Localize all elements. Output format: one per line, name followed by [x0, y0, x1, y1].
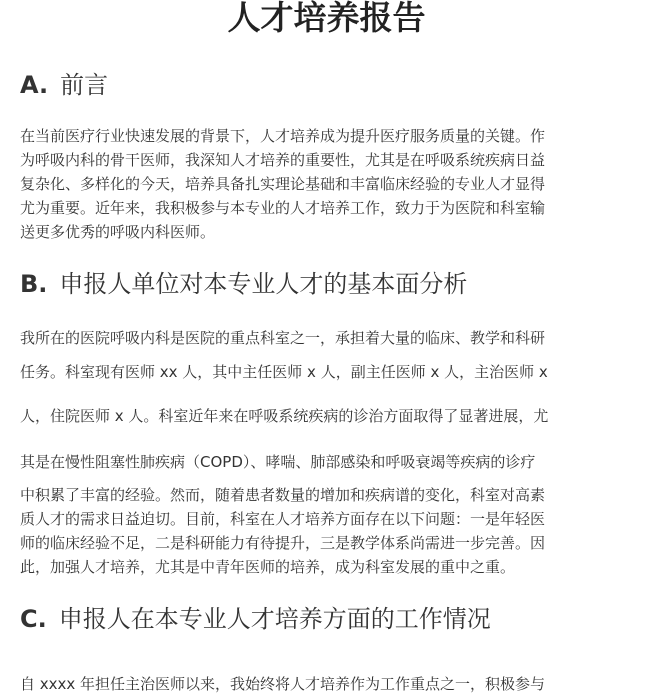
section-title: 前言	[60, 71, 109, 99]
paragraph-line: 其是在慢性阻塞性肺疾病（COPD）、哮喘、肺部感染和呼吸衰竭等疾病的诊疗	[20, 453, 536, 471]
section-heading-a	[20, 69, 108, 101]
paragraph-line: 自 xxxx 年担任主治医师以来，我始终将人才培养作为工作重点之一，积极参与	[20, 675, 546, 693]
section-heading-c	[20, 603, 491, 635]
section-title: 申报人单位对本专业人才的基本面分析	[59, 270, 468, 298]
section-letter: C.	[20, 605, 47, 633]
paragraph-line: 人，住院医师 x 人。科室近年来在呼吸系统疾病的诊治方面取得了显著进展，尤	[20, 407, 549, 425]
paragraph-line: 复杂化、多样化的今天，培养具备扎实理论基础和丰富临床经验的专业人才显得	[20, 175, 546, 193]
paragraph-line: 尤为重要。近年来，我积极参与本专业的人才培养工作，致力于为医院和科室输	[20, 199, 546, 217]
section-letter: B.	[20, 270, 48, 298]
paragraph-line: 送更多优秀的呼吸内科医师。	[20, 223, 216, 241]
paragraph-line: 在当前医疗行业快速发展的背景下，人才培养成为提升医疗服务质量的关键。作	[20, 127, 546, 145]
paragraph-line: 此，加强人才培养，尤其是中青年医师的培养，成为科室发展的重中之重。	[20, 558, 516, 576]
section-letter: A.	[20, 71, 49, 99]
section-title: 申报人在本专业人才培养方面的工作情况	[58, 605, 491, 633]
paragraph-line: 中积累了丰富的经验。然而，随着患者数量的增加和疾病谱的变化，科室对高素	[20, 486, 546, 504]
section-heading-b	[20, 268, 467, 300]
paragraph-line: 为呼吸内科的骨干医师，我深知人才培养的重要性，尤其是在呼吸系统疾病日益	[20, 151, 546, 169]
paragraph-line: 我所在的医院呼吸内科是医院的重点科室之一，承担着大量的临床、教学和科研	[20, 329, 546, 347]
paragraph-line: 质人才的需求日益迫切。目前，科室在人才培养方面存在以下问题：一是年轻医	[20, 510, 546, 528]
paragraph-line: 任务。科室现有医师 xx 人，其中主任医师 x 人，副主任医师 x 人，主治医师 x	[20, 363, 548, 381]
paragraph-line: 师的临床经验不足，二是科研能力有待提升，三是教学体系尚需进一步完善。因	[20, 534, 546, 552]
document-title: 人才培养报告	[227, 0, 426, 37]
